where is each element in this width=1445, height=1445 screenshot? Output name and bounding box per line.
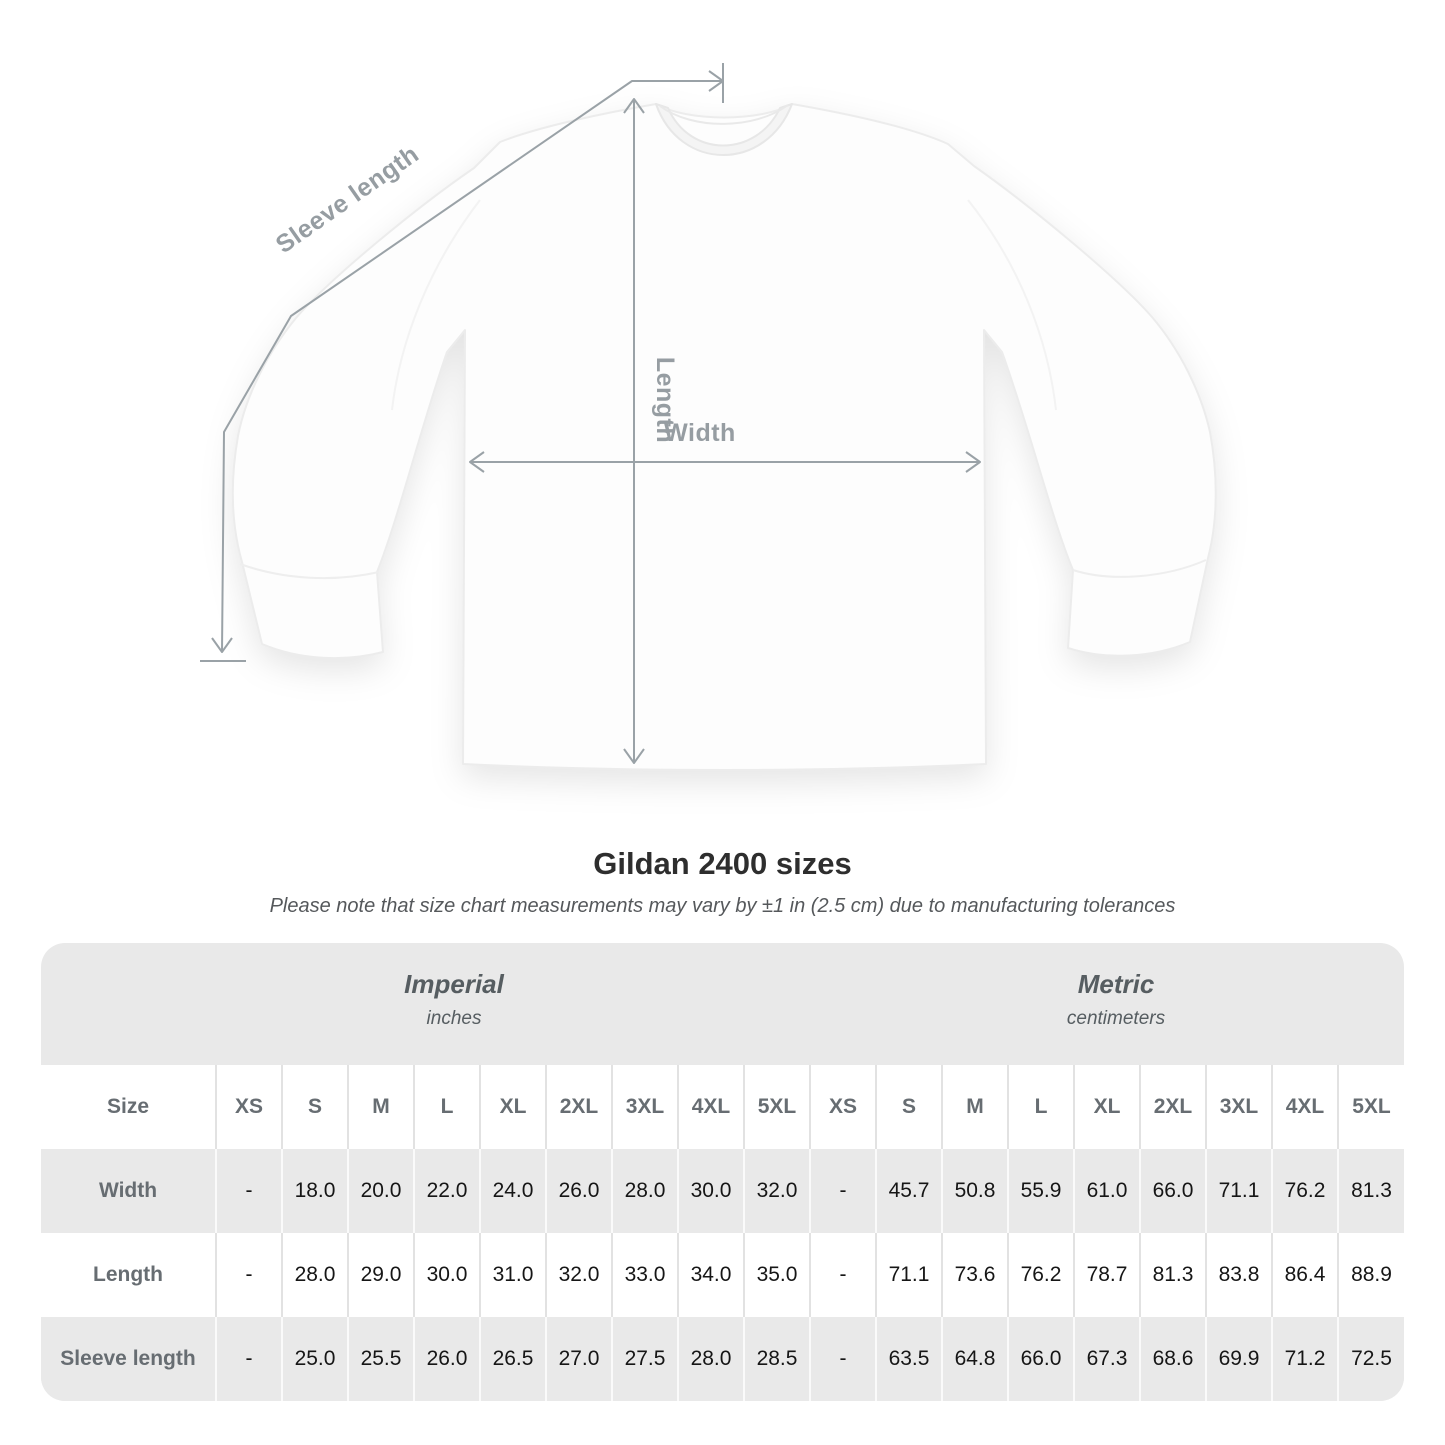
size-col-header: 4XL xyxy=(678,1065,744,1149)
cell: 28.0 xyxy=(612,1149,678,1233)
size-col-header: 5XL xyxy=(1338,1065,1404,1149)
width-label: Width xyxy=(664,419,736,447)
cell: 24.0 xyxy=(480,1149,546,1233)
size-col-header: M xyxy=(348,1065,414,1149)
cell: - xyxy=(810,1317,876,1401)
sleeve-length-label: Sleeve length xyxy=(270,139,425,260)
imperial-unit: inches xyxy=(426,1008,482,1029)
size-col-header: S xyxy=(282,1065,348,1149)
size-col-header: L xyxy=(414,1065,480,1149)
width-row xyxy=(41,1149,1404,1233)
cell: 68.6 xyxy=(1140,1317,1206,1401)
size-col-header: S xyxy=(876,1065,942,1149)
cell: 34.0 xyxy=(678,1233,744,1317)
cell: 61.0 xyxy=(1074,1149,1140,1233)
cell: 72.5 xyxy=(1338,1317,1404,1401)
unit-header-row xyxy=(41,943,1404,1065)
metric-label: Metric xyxy=(1077,969,1155,999)
size-table xyxy=(41,1065,1404,1401)
page-subtitle: Please note that size chart measurements may vary by ±1 in (2.5 cm) due to manufacturing tolerances xyxy=(269,895,1176,917)
size-col-header: 2XL xyxy=(1140,1065,1206,1149)
cell: 76.2 xyxy=(1008,1233,1074,1317)
size-col-header: XS xyxy=(810,1065,876,1149)
cell: 50.8 xyxy=(942,1149,1008,1233)
cell: 28.0 xyxy=(282,1233,348,1317)
cell: 71.2 xyxy=(1272,1317,1338,1401)
cell: 30.0 xyxy=(678,1149,744,1233)
cell: 35.0 xyxy=(744,1233,810,1317)
cell: 73.6 xyxy=(942,1233,1008,1317)
cell: 32.0 xyxy=(546,1233,612,1317)
cell: 28.0 xyxy=(678,1317,744,1401)
cell: 27.5 xyxy=(612,1317,678,1401)
cell: 28.5 xyxy=(744,1317,810,1401)
cell: 29.0 xyxy=(348,1233,414,1317)
size-col-header: XL xyxy=(480,1065,546,1149)
cell: 27.0 xyxy=(546,1317,612,1401)
size-col-header: M xyxy=(942,1065,1008,1149)
size-col-header: 3XL xyxy=(612,1065,678,1149)
metric-unit-header xyxy=(1067,969,1165,1030)
size-col-header: 4XL xyxy=(1272,1065,1338,1149)
cell: 66.0 xyxy=(1140,1149,1206,1233)
cell: 26.0 xyxy=(546,1149,612,1233)
size-col-header: XS xyxy=(216,1065,282,1149)
cell: 25.5 xyxy=(348,1317,414,1401)
cell: 76.2 xyxy=(1272,1149,1338,1233)
cell: 32.0 xyxy=(744,1149,810,1233)
row-label: Sleeve length xyxy=(60,1347,196,1370)
cell: 30.0 xyxy=(414,1233,480,1317)
cell: 78.7 xyxy=(1074,1233,1140,1317)
cell: 66.0 xyxy=(1008,1317,1074,1401)
cell: 20.0 xyxy=(348,1149,414,1233)
size-col-header: L xyxy=(1008,1065,1074,1149)
page-title: Gildan 2400 sizes xyxy=(593,846,852,881)
size-header-row xyxy=(41,1065,1404,1149)
cell: 64.8 xyxy=(942,1317,1008,1401)
size-header-cell: Size xyxy=(106,1095,150,1118)
cell: 25.0 xyxy=(282,1317,348,1401)
size-col-header: XL xyxy=(1074,1065,1140,1149)
length-label: Length xyxy=(651,356,679,444)
imperial-label: Imperial xyxy=(404,969,504,999)
cell: - xyxy=(810,1149,876,1233)
cell: 71.1 xyxy=(876,1233,942,1317)
cell: - xyxy=(216,1233,282,1317)
cell: 69.9 xyxy=(1206,1317,1272,1401)
row-label: Width xyxy=(98,1179,158,1202)
cell: 22.0 xyxy=(414,1149,480,1233)
cell: 18.0 xyxy=(282,1149,348,1233)
size-col-header: 2XL xyxy=(546,1065,612,1149)
cell: 26.5 xyxy=(480,1317,546,1401)
cell: 83.8 xyxy=(1206,1233,1272,1317)
row-label: Length xyxy=(93,1263,163,1286)
cell: 31.0 xyxy=(480,1233,546,1317)
length-row xyxy=(41,1233,1404,1317)
cell: - xyxy=(810,1233,876,1317)
cell: - xyxy=(216,1149,282,1233)
cell: 88.9 xyxy=(1338,1233,1404,1317)
size-col-header: 5XL xyxy=(744,1065,810,1149)
size-col-header: 3XL xyxy=(1206,1065,1272,1149)
cell: 63.5 xyxy=(876,1317,942,1401)
cell: - xyxy=(216,1317,282,1401)
metric-unit: centimeters xyxy=(1066,1008,1166,1029)
imperial-unit-header xyxy=(404,969,504,1030)
cell: 55.9 xyxy=(1008,1149,1074,1233)
cell: 67.3 xyxy=(1074,1317,1140,1401)
cell: 86.4 xyxy=(1272,1233,1338,1317)
cell: 81.3 xyxy=(1338,1149,1404,1233)
cell: 71.1 xyxy=(1206,1149,1272,1233)
cell: 26.0 xyxy=(414,1317,480,1401)
sleeve-length-row xyxy=(41,1317,1404,1401)
cell: 81.3 xyxy=(1140,1233,1206,1317)
cell: 45.7 xyxy=(876,1149,942,1233)
size-chart-card xyxy=(41,943,1404,1401)
cell: 33.0 xyxy=(612,1233,678,1317)
